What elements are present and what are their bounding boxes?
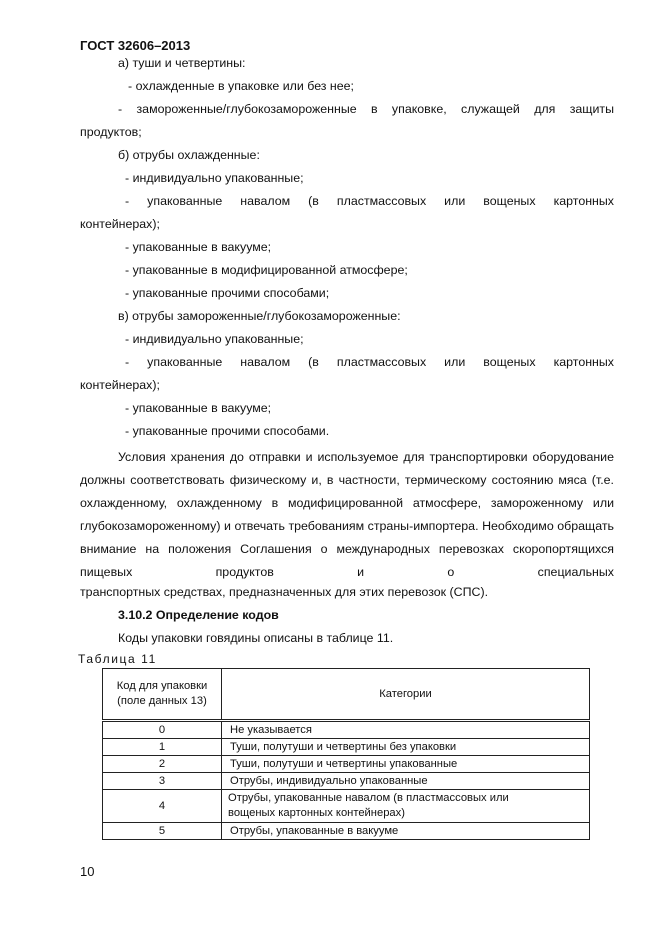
list-item-frozen-cuts: в) отрубы замороженные/глубокозамороженные: [118,309,401,323]
list-item-modified-atmosphere: - упакованные в модифицированной атмосфере; [125,263,408,277]
table-cell-category: Отрубы, упакованные в вакууме [222,823,590,840]
list-item-individual: - индивидуально упакованные; [125,171,304,185]
list-item-individual: - индивидуально упакованные; [125,332,304,346]
table-cell-code: 3 [103,773,222,790]
table-row [103,756,590,773]
document-header: ГОСТ 32606–2013 [80,38,191,53]
page-number: 10 [80,864,95,879]
table-cell-code: 4 [103,790,222,823]
table-intro: Коды упаковки говядины описаны в таблице 11. [118,631,394,645]
table-cell-code: 2 [103,756,222,773]
list-item-vacuum: - упакованные в вакууме; [125,401,272,415]
table-row [103,773,590,790]
list-item-continuation: контейнерах); [80,217,160,231]
table-row [103,790,590,823]
codes-table [102,668,590,840]
list-item-other: - упакованные прочими способами; [125,286,330,300]
list-item-bulk: - упакованные навалом (в пластмассовых или вощеных картонных [125,194,614,208]
table-cell-category: Отрубы, индивидуально упакованные [222,773,590,790]
section-heading: 3.10.2 Определение кодов [118,608,279,622]
table-cell-category: Отрубы, упакованные навалом (в пластмассовых или вощеных картонных контейнерах) [222,790,590,823]
list-item-other: - упакованные прочими способами. [125,424,330,438]
conditions-paragraph: Условия хранения до отправки и используемое для транспортировки оборудование должны соответствовать физическому и, в частности, термическому состоянию мяса (т.е. охлажденному, охлажденному в модифицированной атмосфере, замороженному или глубокозамороженному) и отвечать требованиям страны-импортера. Необходимо обращать внимание на положения Соглашения о международных перевозках скоропортящихся пищевых продуктов и о специальных [80,450,614,579]
table-cell-category: Туши, полутуши и четвертины без упаковки [222,739,590,756]
table-row [103,823,590,840]
list-item-chilled-cuts: б) отрубы охлажденные: [118,148,260,162]
list-item-bulk: - упакованные навалом (в пластмассовых или вощеных картонных [125,355,614,369]
list-item-carcasses: а) туши и четвертины: [118,56,246,70]
table-header-code: Код для упаковки (поле данных 13) [103,669,222,721]
list-item-continuation: продуктов; [80,125,142,139]
table-row [103,721,590,739]
list-item-continuation: контейнерах); [80,378,160,392]
table-caption: Таблица 11 [78,652,157,666]
list-item-frozen-packed: - замороженные/глубокозамороженные в упаковке, служащей для защиты [118,102,614,116]
table-cell-category: Не указывается [222,721,590,739]
list-item-vacuum: - упакованные в вакууме; [125,240,272,254]
table-row [103,739,590,756]
list-item-chilled: - охлажденные в упаковке или без нее; [128,79,355,93]
table-cell-category: Туши, полутуши и четвертины упакованные [222,756,590,773]
table-header-category: Категории [222,669,590,721]
table-cell-code: 0 [103,721,222,739]
table-cell-code: 5 [103,823,222,840]
table-cell-code: 1 [103,739,222,756]
conditions-paragraph-last-line: транспортных средствах, предназначенных для этих перевозок (СПС). [80,585,489,599]
